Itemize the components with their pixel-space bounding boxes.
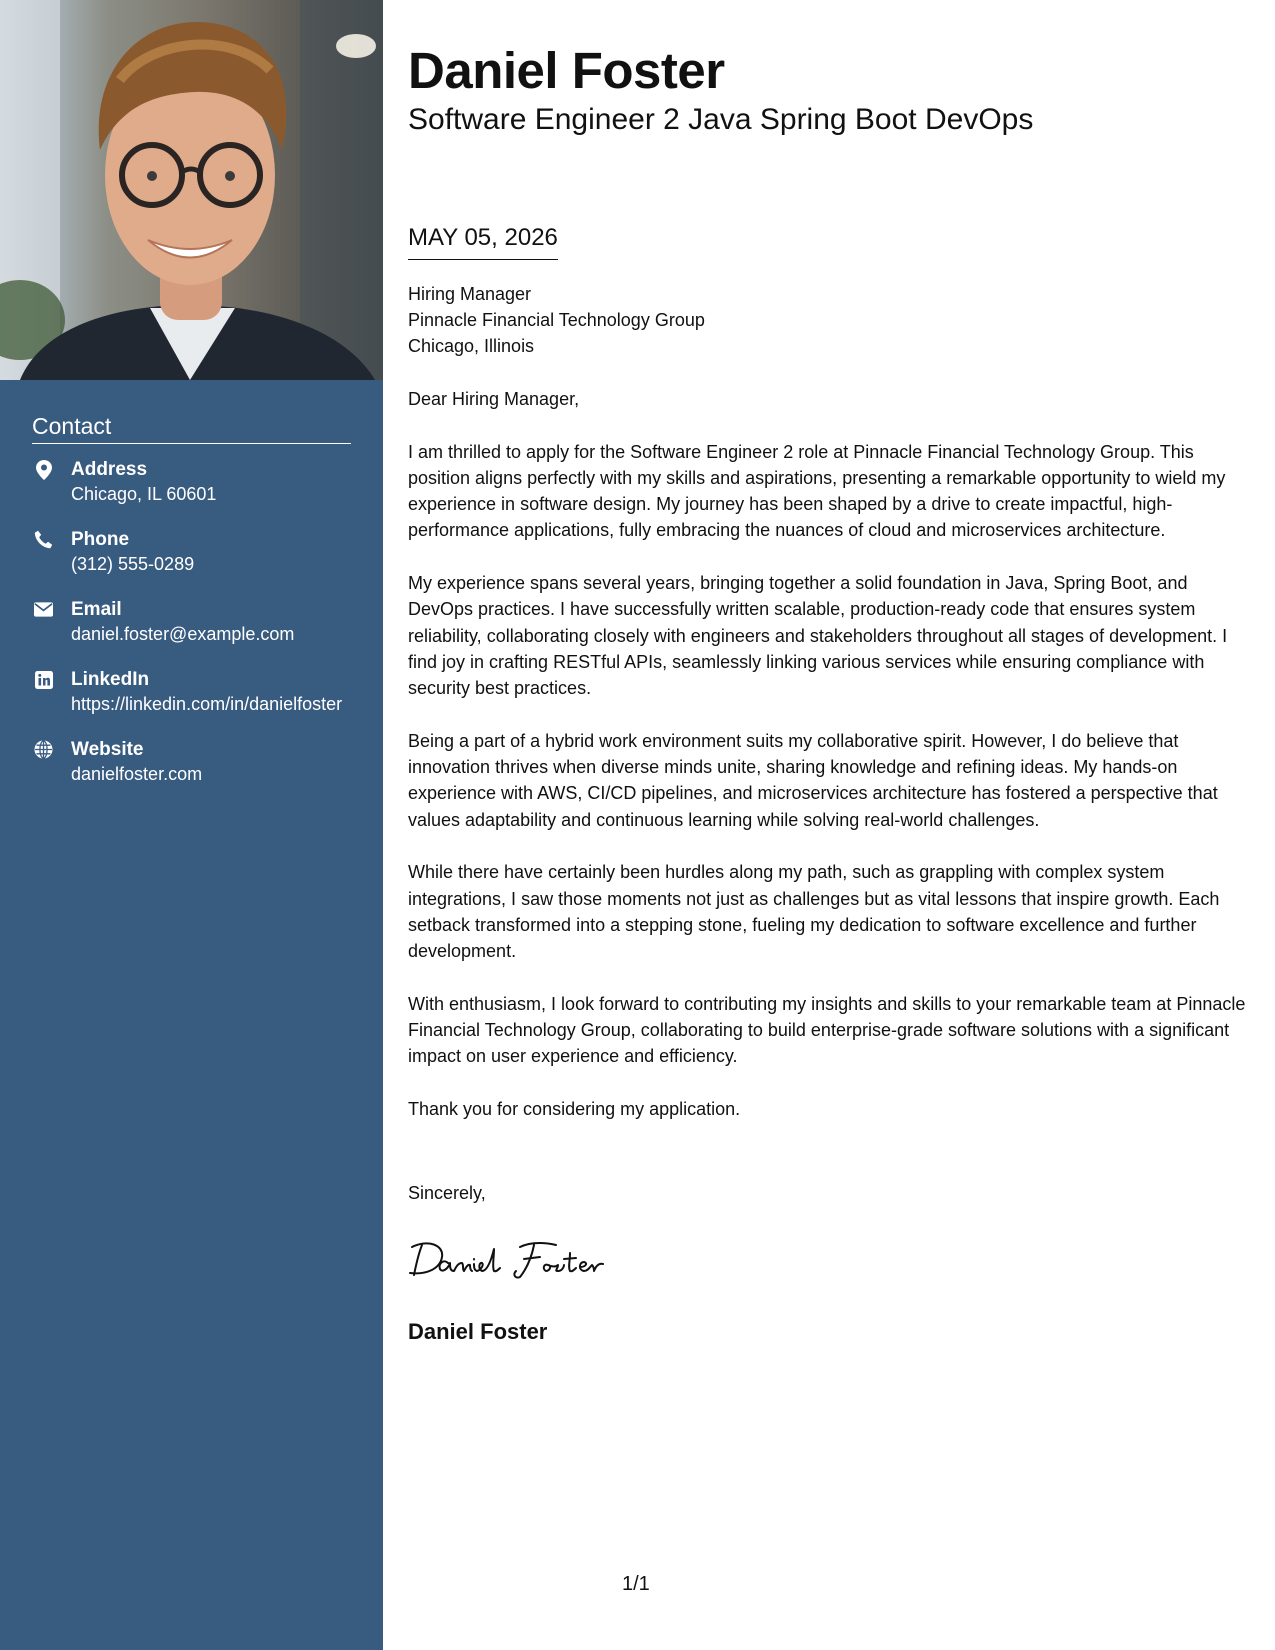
recipient-block [408,281,705,359]
phone-icon [34,530,53,549]
contact-label: Website [71,739,144,760]
body-paragraph: Thank you for considering my application. [408,1099,741,1120]
envelope-icon [34,600,53,619]
handwritten-signature [408,1237,618,1286]
job-title: Software Engineer 2 Java Spring Boot DevOps [408,103,1034,136]
contact-website [32,738,351,787]
contact-label: Phone [71,529,130,550]
contact-value: (312) 555-0289 [71,554,195,574]
contact-label: Email [71,599,122,620]
body-paragraph: My experience spans several years, bringing together a solid foundation in Java, Spring Boot, and DevOps practices. I have successfully written scalable, production-ready code that ensures system reliability, collaborating closely with engineers and stakeholders throughout all stages of development. I find joy in crafting RESTful APIs, seamlessly linking various services while ensuring compliance with security best practices. [408,573,1228,699]
profile-photo [0,0,383,380]
contact-label: LinkedIn [71,669,150,690]
contact-value: Chicago, IL 60601 [71,484,217,504]
contact-linkedin [32,668,351,717]
contact-value[interactable]: daniel.foster@example.com [71,624,295,644]
contact-heading: Contact [32,413,351,444]
recipient-line: Hiring Manager [408,284,532,304]
contact-section [32,413,351,808]
salutation: Dear Hiring Manager, [408,389,580,409]
contact-address [32,458,351,507]
map-pin-icon [34,460,53,479]
letter-date: MAY 05, 2026 [408,223,558,260]
body-paragraph: While there have certainly been hurdles along my path, such as grappling with complex system integrations, I saw those moments not just as challenges but as vital lessons that inspire growth. Each setback transformed into a stepping stone, fueling my dedication to software excellence and further development. [408,862,1220,962]
linkedin-icon [34,670,53,689]
sidebar [0,0,383,1650]
contact-phone [32,528,351,577]
body-paragraph: With enthusiasm, I look forward to contributing my insights and skills to your remarkable team at Pinnacle Financial Technology Group, collaborating to build enterprise-grade software solutions with a significant impact on user experience and efficiency. [408,993,1246,1067]
signed-name: Daniel Foster [408,1319,548,1344]
contact-value[interactable]: danielfoster.com [71,764,203,784]
contact-value[interactable]: https://linkedin.com/in/danielfoster [71,694,343,714]
letter-body [408,386,1248,1149]
recipient-line: Chicago, Illinois [408,336,535,356]
recipient-line: Pinnacle Financial Technology Group [408,310,705,330]
applicant-name: Daniel Foster [408,42,725,99]
page-number: 1/1 [622,1573,650,1595]
contact-label: Address [71,459,148,480]
globe-icon [34,740,53,759]
closing: Sincerely, [408,1183,486,1203]
body-paragraph: I am thrilled to apply for the Software Engineer 2 role at Pinnacle Financial Technology Group. This position aligns perfectly with my skills and aspirations, presenting a remarkable opportunity to wield my experience in software design. My journey has been shaped by a drive to create impactful, high-performance applications, fully embracing the nuances of cloud and microservices architecture. [408,441,1226,541]
contact-email [32,598,351,647]
body-paragraph: Being a part of a hybrid work environment suits my collaborative spirit. However, I do believe that innovation thrives when diverse minds unite, sharing knowledge and refining ideas. My hands-on experience with AWS, CI/CD pipelines, and microservices architecture has fostered a perspective that values adaptability and continuous learning while solving real-world challenges. [408,730,1218,830]
